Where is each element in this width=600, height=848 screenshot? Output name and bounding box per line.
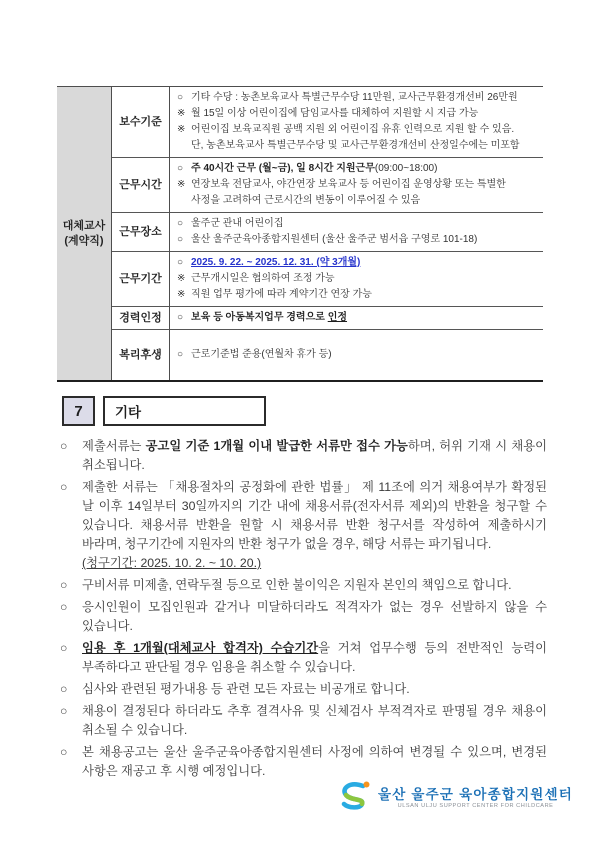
note-text: 을 거쳐 업무수행 등의 전반적인 능력이 부족하다고 판단될 경우 임용을 취소할 수 있습니다.	[82, 641, 547, 674]
conditions-table	[57, 86, 543, 382]
line-text: 울주군 관내 어린이집	[191, 218, 284, 229]
org-name-korean: 울산 울주군 육아종합지원센터	[378, 786, 574, 802]
note-claim-period: (청구기간: 2025. 10. 2. ~ 10. 20.)	[82, 556, 262, 570]
section-title: 기타	[103, 396, 266, 426]
row-label-period: 근무기간	[112, 252, 170, 307]
row-label-welfare: 복리후생	[112, 330, 170, 380]
line-text: 사정을 고려하여 근로시간의 변동이 이루어질 수 있음	[191, 195, 421, 206]
notes-list	[60, 437, 547, 784]
line-text: 월 15일 이상 어린이집에 담임교사를 대체하여 지원할 시 지급 가능	[191, 108, 479, 119]
note-text: 본 채용공고는 울산 울주군육아종합지원센터 사정에 의하여 변경될 수 있으며, 변경된 사항은 재공고 후 시행 예정입니다.	[82, 745, 547, 778]
line-text: 기타 수당 : 농촌보육교사 특별근무수당 11만원, 교사근무환경개선비 26만원	[191, 92, 518, 103]
line-text: 어린이집 보육교직원 공백 지원 외 어린이집 유휴 인력으로 지원 할 수 있음.	[191, 124, 515, 135]
section-number: 7	[62, 396, 95, 426]
rowgroup-line2: (계약직)	[64, 234, 104, 247]
note-bold-underline: 임용 후 1개월(대체교사 합격자) 수습기간	[82, 641, 319, 655]
note-marker: ○	[60, 641, 68, 655]
line-marker: ○	[177, 163, 184, 174]
note-marker: ○	[60, 682, 68, 696]
note-text: 제출한 서류는 「채용절차의 공정화에 관한 법률」 제 11조에 의거 채용여부가 확정된 날 이후 14일부터 30일까지의 기간 내에 채용서류(전자서류 제외)의 반환을 청구할 수 있습니다. 채용서류 반환을 원할 시 채용서류 반환 청구서를 작성하여 제출하시기 바라며, 청구기간에 지원자의 반환 청구가 없을 경우, 해당 서류는 파기됩니다.	[82, 480, 547, 551]
note-text: 채용이 결정된다 하더라도 추후 결격사유 및 신체검사 부적격자로 판명될 경우 채용이 취소될 수 있습니다.	[82, 704, 547, 737]
table-line	[177, 310, 536, 326]
line-marker: ○	[177, 218, 184, 229]
row-label-place: 근무장소	[112, 213, 170, 252]
table-line	[177, 287, 536, 303]
note-marker: ○	[60, 600, 68, 614]
table-line	[177, 122, 536, 138]
row-content-place	[170, 213, 543, 252]
table-line	[177, 255, 536, 271]
row-content-hours	[170, 158, 543, 213]
note-item-7	[60, 702, 547, 740]
org-logo	[335, 780, 573, 815]
note-item-5	[60, 639, 547, 677]
note-text: 제출서류는	[82, 439, 146, 453]
table-line	[177, 216, 536, 232]
note-marker: ○	[60, 439, 68, 453]
table-line	[177, 106, 536, 122]
line-text: 근무개시일은 협의하여 조정 가능	[191, 273, 335, 284]
line-marker: ○	[177, 349, 184, 360]
note-item-4	[60, 598, 547, 636]
row-label-career: 경력인정	[112, 307, 170, 330]
table-line	[177, 177, 536, 193]
row-content-welfare	[170, 330, 543, 380]
note-item-8	[60, 743, 547, 781]
line-marker: ○	[177, 257, 184, 268]
row-content-pay	[170, 87, 543, 158]
table-line	[177, 138, 536, 154]
org-name-block	[378, 787, 573, 809]
org-logo-icon	[335, 780, 373, 815]
note-item-3	[60, 576, 547, 595]
note-item-6	[60, 680, 547, 699]
line-text: 울산 울주군육아종합지원센터 (울산 울주군 범서읍 구영로 101-18)	[191, 234, 478, 245]
line-text: 직원 업무 평가에 따라 계약기간 연장 가능	[191, 289, 372, 300]
note-item-2	[60, 478, 547, 573]
table-line	[177, 271, 536, 287]
table-line	[177, 161, 536, 177]
note-text: 하며, 허위 기재 시 채용이 취소됩니다.	[82, 439, 548, 472]
line-marker: ○	[177, 312, 184, 323]
table-line	[177, 193, 536, 209]
row-label-pay: 보수기준	[112, 87, 170, 158]
line-marker: ○	[177, 92, 184, 103]
note-text: 응시인원이 모집인원과 같거나 미달하더라도 적격자가 없는 경우 선발하지 않을 수 있습니다.	[82, 600, 547, 633]
row-content-period	[170, 252, 543, 307]
table-line	[177, 90, 536, 106]
table-line	[177, 232, 536, 248]
table-rowgroup-label	[57, 87, 112, 380]
line-text: 연장보육 전담교사, 야간연장 보육교사 등 어린이집 운영상황 또는 특별한	[191, 179, 506, 190]
work-period-highlight: 2025. 9. 22. ~ 2025. 12. 31. (약 3개월)	[191, 257, 361, 268]
org-name-english: ULSAN ULJU SUPPORT CENTER FOR CHILDCARE	[397, 802, 554, 809]
note-marker: ○	[60, 704, 68, 718]
line-marker: ○	[177, 234, 184, 245]
rowgroup-line1: 대체교사	[62, 219, 106, 232]
note-marker: ○	[60, 745, 68, 759]
line-bold: 주 40시간 근무 (월~금), 일 8시간 지원근무	[191, 163, 375, 174]
row-label-hours: 근무시간	[112, 158, 170, 213]
line-text: 근로기준법 준용(연월차 휴가 등)	[191, 349, 332, 360]
line-marker: ※	[177, 273, 186, 284]
note-bold: 공고일 기준 1개월 이내 발급한 서류만 접수 가능	[145, 439, 408, 453]
row-content-career	[170, 307, 543, 330]
note-item-1	[60, 437, 547, 475]
line-text: 단, 농촌보육교사 특별근무수당 및 교사근무환경개선비 산정일수에는 미포함	[191, 140, 520, 151]
line-text: (09:00~18:00)	[374, 163, 438, 174]
line-bold-underline: 인정	[327, 312, 348, 323]
line-marker: ※	[177, 108, 186, 119]
note-text: 구비서류 미제출, 연락두절 등으로 인한 불이익은 지원자 본인의 책임으로 합니다.	[82, 578, 512, 592]
line-marker: ※	[177, 289, 186, 300]
line-marker: ※	[177, 124, 186, 135]
section-header	[62, 396, 266, 426]
note-text: 심사와 관련된 평가내용 등 관련 모든 자료는 비공개로 합니다.	[82, 682, 410, 696]
line-marker: ※	[177, 179, 186, 190]
table-line	[177, 347, 536, 363]
note-marker: ○	[60, 578, 68, 592]
line-bold: 보육 등 아동복지업무 경력으로	[191, 312, 328, 323]
note-marker: ○	[60, 480, 68, 494]
